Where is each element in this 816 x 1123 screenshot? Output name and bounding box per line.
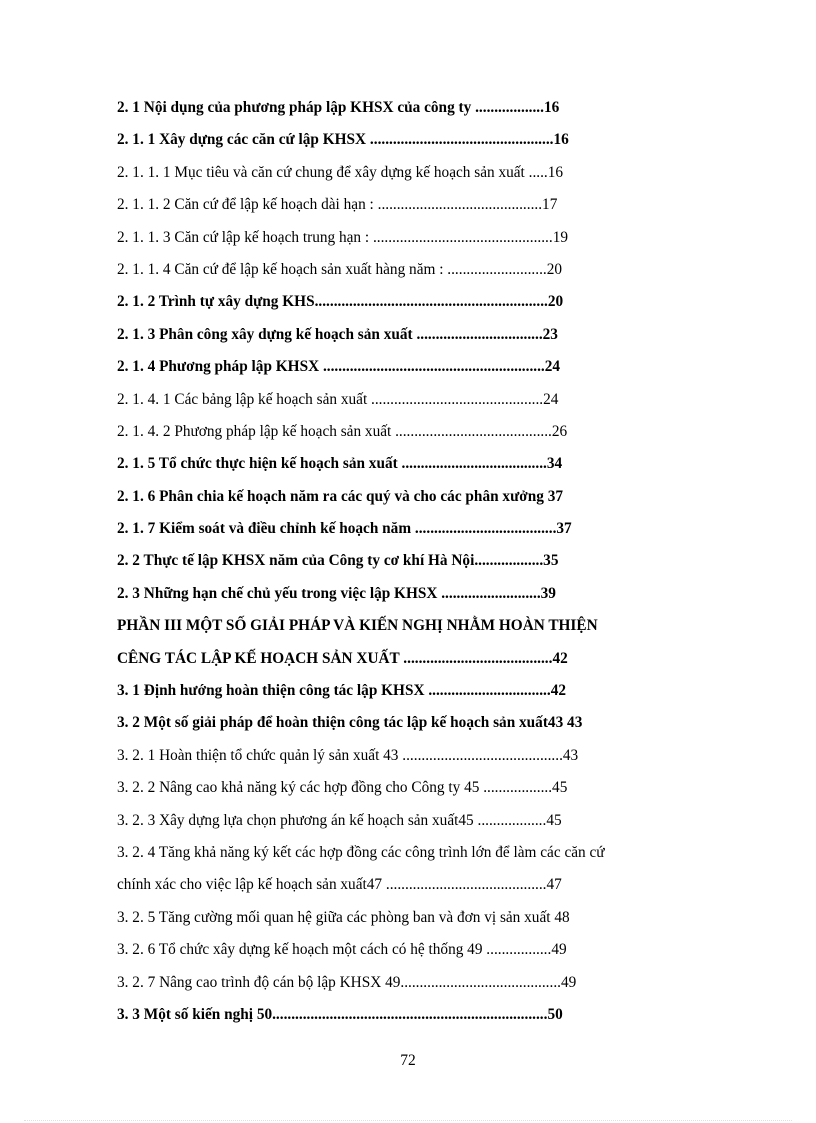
toc-entry: PHẦN III MỘT SỐ GIẢI PHÁP VÀ KIẾN NGHỊ NHẰM HOÀN THIỆN	[117, 617, 598, 635]
toc-entry: 2. 1. 5 Tổ chức thực hiện kế hoạch sản xuất ......................................34	[117, 455, 563, 473]
page-number: 72	[400, 1052, 416, 1069]
toc-entry: 3. 3 Một số kiến nghị 50........................................................................50	[117, 1005, 563, 1023]
toc-entry: 2. 1. 1. 4 Căn cứ để lập kế hoạch sản xuất hàng năm : ..........................20	[117, 260, 563, 278]
toc-entry: 2. 1. 1. 3 Căn cứ lập kế hoạch trung hạn : ...............................................19	[117, 228, 568, 246]
toc-entry: 2. 1. 4 Phương pháp lập KHSX ..........................................................24	[117, 358, 561, 376]
toc-entry: 2. 3 Những hạn chế chủ yếu trong việc lập KHSX ..........................39	[117, 584, 556, 602]
toc-entry: 2. 1. 1. 2 Căn cứ để lập kế hoạch dài hạn : ...........................................17	[117, 196, 558, 214]
toc-entry: 2. 1. 1 Xây dựng các căn cứ lập KHSX ................................................16	[117, 131, 569, 149]
toc-entry: chính xác cho việc lập kế hoạch sản xuất47 ..........................................47	[117, 876, 562, 894]
page-border	[24, 1120, 792, 1121]
toc-entry: 3. 2. 7 Nâng cao trình độ cán bộ lập KHSX 49..........................................49	[117, 973, 577, 991]
toc-entry: 2. 1. 4. 2 Phương pháp lập kế hoạch sản xuất .........................................26	[117, 422, 568, 440]
toc-entry: 2. 1 Nội dụng của phương pháp lập KHSX của công ty ..................16	[117, 99, 560, 116]
toc-entry: 3. 1 Định hướng hoàn thiện công tác lập KHSX ................................42	[117, 682, 567, 700]
toc-entry: 2. 1. 1. 1 Mục tiêu và căn cứ chung để xây dựng kế hoạch sản xuất .....16	[117, 163, 564, 181]
toc-entry: CÊNG TÁC LẬP KẾ HOẠCH SẢN XUẤT .......................................42	[117, 649, 568, 667]
toc-entry: 3. 2. 1 Hoàn thiện tổ chức quản lý sản xuất 43 ..........................................43	[117, 746, 579, 764]
toc-entry: 2. 2 Thực tế lập KHSX năm của Công ty cơ khí Hà Nội..................35	[117, 552, 559, 570]
toc-entry: 3. 2 Một số giải pháp để hoàn thiện công tác lập kế hoạch sản xuất43 43	[117, 714, 583, 732]
toc-entry: 2. 1. 4. 1 Các bảng lập kế hoạch sản xuất .............................................24	[117, 390, 559, 408]
toc-entry: 2. 1. 6 Phân chia kế hoạch năm ra các quý và cho các phân xưởng 37	[117, 487, 563, 505]
toc-entry: 3. 2. 5 Tăng cường mối quan hệ giữa các phòng ban và đơn vị sản xuất 48	[117, 908, 570, 926]
toc-entry: 3. 2. 4 Tăng khả năng ký kết các hợp đồng các công trình lớn để làm các căn cứ	[117, 843, 605, 861]
toc-entry: 2. 1. 7 Kiểm soát và điều chỉnh kế hoạch năm .....................................37	[117, 520, 572, 538]
toc-entry: 3. 2. 2 Nâng cao khả năng ký các hợp đồng cho Công ty 45 ..................45	[117, 779, 568, 797]
table-of-contents	[117, 92, 747, 1031]
toc-entry: 2. 1. 3 Phân công xây dựng kế hoạch sản xuất .................................23	[117, 325, 558, 343]
toc-entry: 3. 2. 6 Tổ chức xây dựng kế hoạch một cách có hệ thống 49 .................49	[117, 941, 567, 959]
toc-entry: 2. 1. 2 Trình tự xây dựng KHS.............................................................20	[117, 293, 564, 311]
toc-entry: 3. 2. 3 Xây dựng lựa chọn phương án kế hoạch sản xuất45 ..................45	[117, 811, 562, 829]
